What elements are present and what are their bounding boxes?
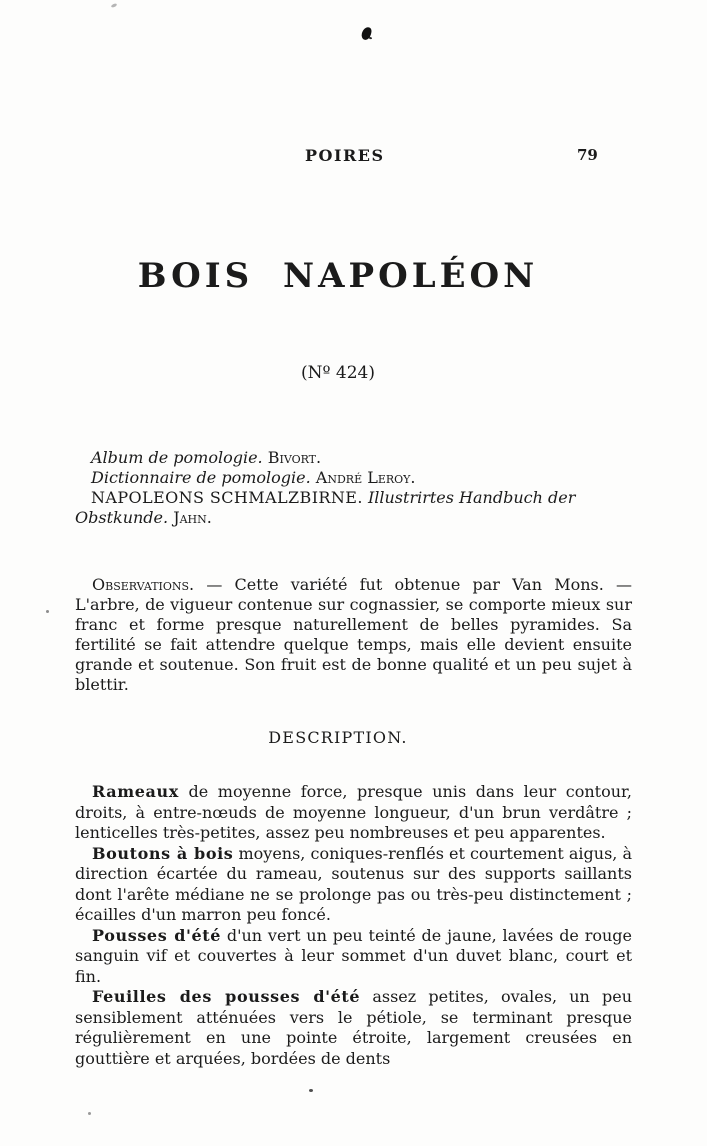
section-heading: DESCRIPTION. bbox=[268, 728, 408, 747]
description-block bbox=[75, 782, 632, 1069]
scan-speck bbox=[88, 1112, 91, 1115]
observations-paragraph bbox=[75, 575, 632, 695]
paragraph-lead: Observations. bbox=[92, 575, 195, 594]
citation-line bbox=[75, 468, 632, 488]
ink-blot bbox=[361, 26, 373, 41]
citation-author: Jahn. bbox=[173, 508, 212, 527]
citations-block bbox=[75, 448, 632, 528]
citation-line bbox=[75, 488, 632, 528]
paragraph-lead: Pousses d'été bbox=[92, 925, 222, 945]
citation-title: Dictionnaire de pomologie. bbox=[91, 468, 311, 487]
paragraph-text: d'un vert un peu teinté de jaune, lavées de rouge sanguin vif et couvertes à leur sommet d'un duvet blanc, court et fin. bbox=[75, 925, 632, 986]
running-title: POIRES bbox=[305, 146, 385, 165]
citation-author: André Leroy. bbox=[315, 468, 416, 487]
citation-name: NAPOLEONS SCHMALZBIRNE. bbox=[91, 488, 363, 507]
citation-title: Album de pomologie. bbox=[91, 448, 263, 467]
paragraph-lead: Boutons à bois bbox=[92, 843, 234, 863]
citation-author: Bivort. bbox=[267, 448, 322, 467]
scan-speck bbox=[111, 3, 118, 8]
variety-number: (Nº 424) bbox=[301, 363, 375, 383]
paragraph-text: — Cette variété fut obtenue par Van Mons. — L'arbre, de vigueur contenue sur cognassier, se comporte mieux sur franc et forme presque naturellement de belles pyramides. Sa fertilité se fait attendre quelque temps, mais elle devient ensuite grande et soutenue. Son fruit est de bonne qualité et un peu sujet à blettir. bbox=[75, 575, 632, 694]
paragraph-text: moyens, coniques-renflés et courtement aigus, à direction écartée du rameau, soutenus sur des supports saillants dont l'arête médiane ne se prolonge pas ou très-peu distinctement ; écailles d'un marron peu foncé. bbox=[75, 843, 632, 924]
scan-speck bbox=[309, 1089, 313, 1092]
variety-title: BOIS NAPOLÉON bbox=[137, 256, 539, 296]
scan-speck bbox=[46, 610, 49, 613]
paragraph-text: assez petites, ovales, un peu sensiblement atténuées vers le pétiole, se terminant presque régulièrement en une pointe étroite, largement creusées en gouttière et arquées, bordées de dents bbox=[75, 987, 633, 1068]
page-number: 79 bbox=[577, 146, 598, 164]
description-paragraph bbox=[75, 926, 632, 988]
description-paragraph bbox=[75, 987, 632, 1069]
citation-line bbox=[75, 448, 632, 468]
paragraph-lead: Feuilles des pousses d'été bbox=[92, 987, 361, 1006]
citation-title: Illustrirtes Handbuch der Obstkunde. bbox=[75, 488, 576, 527]
paragraph-lead: Rameaux bbox=[92, 782, 179, 801]
description-paragraph bbox=[75, 844, 632, 926]
paragraph-text: de moyenne force, presque unis dans leur contour, droits, à entre-nœuds de moyenne longueur, d'un brun verdâtre ; lenticelles très-petites, assez peu nombreuses et peu apparentes. bbox=[75, 782, 632, 842]
description-paragraph bbox=[75, 782, 632, 844]
